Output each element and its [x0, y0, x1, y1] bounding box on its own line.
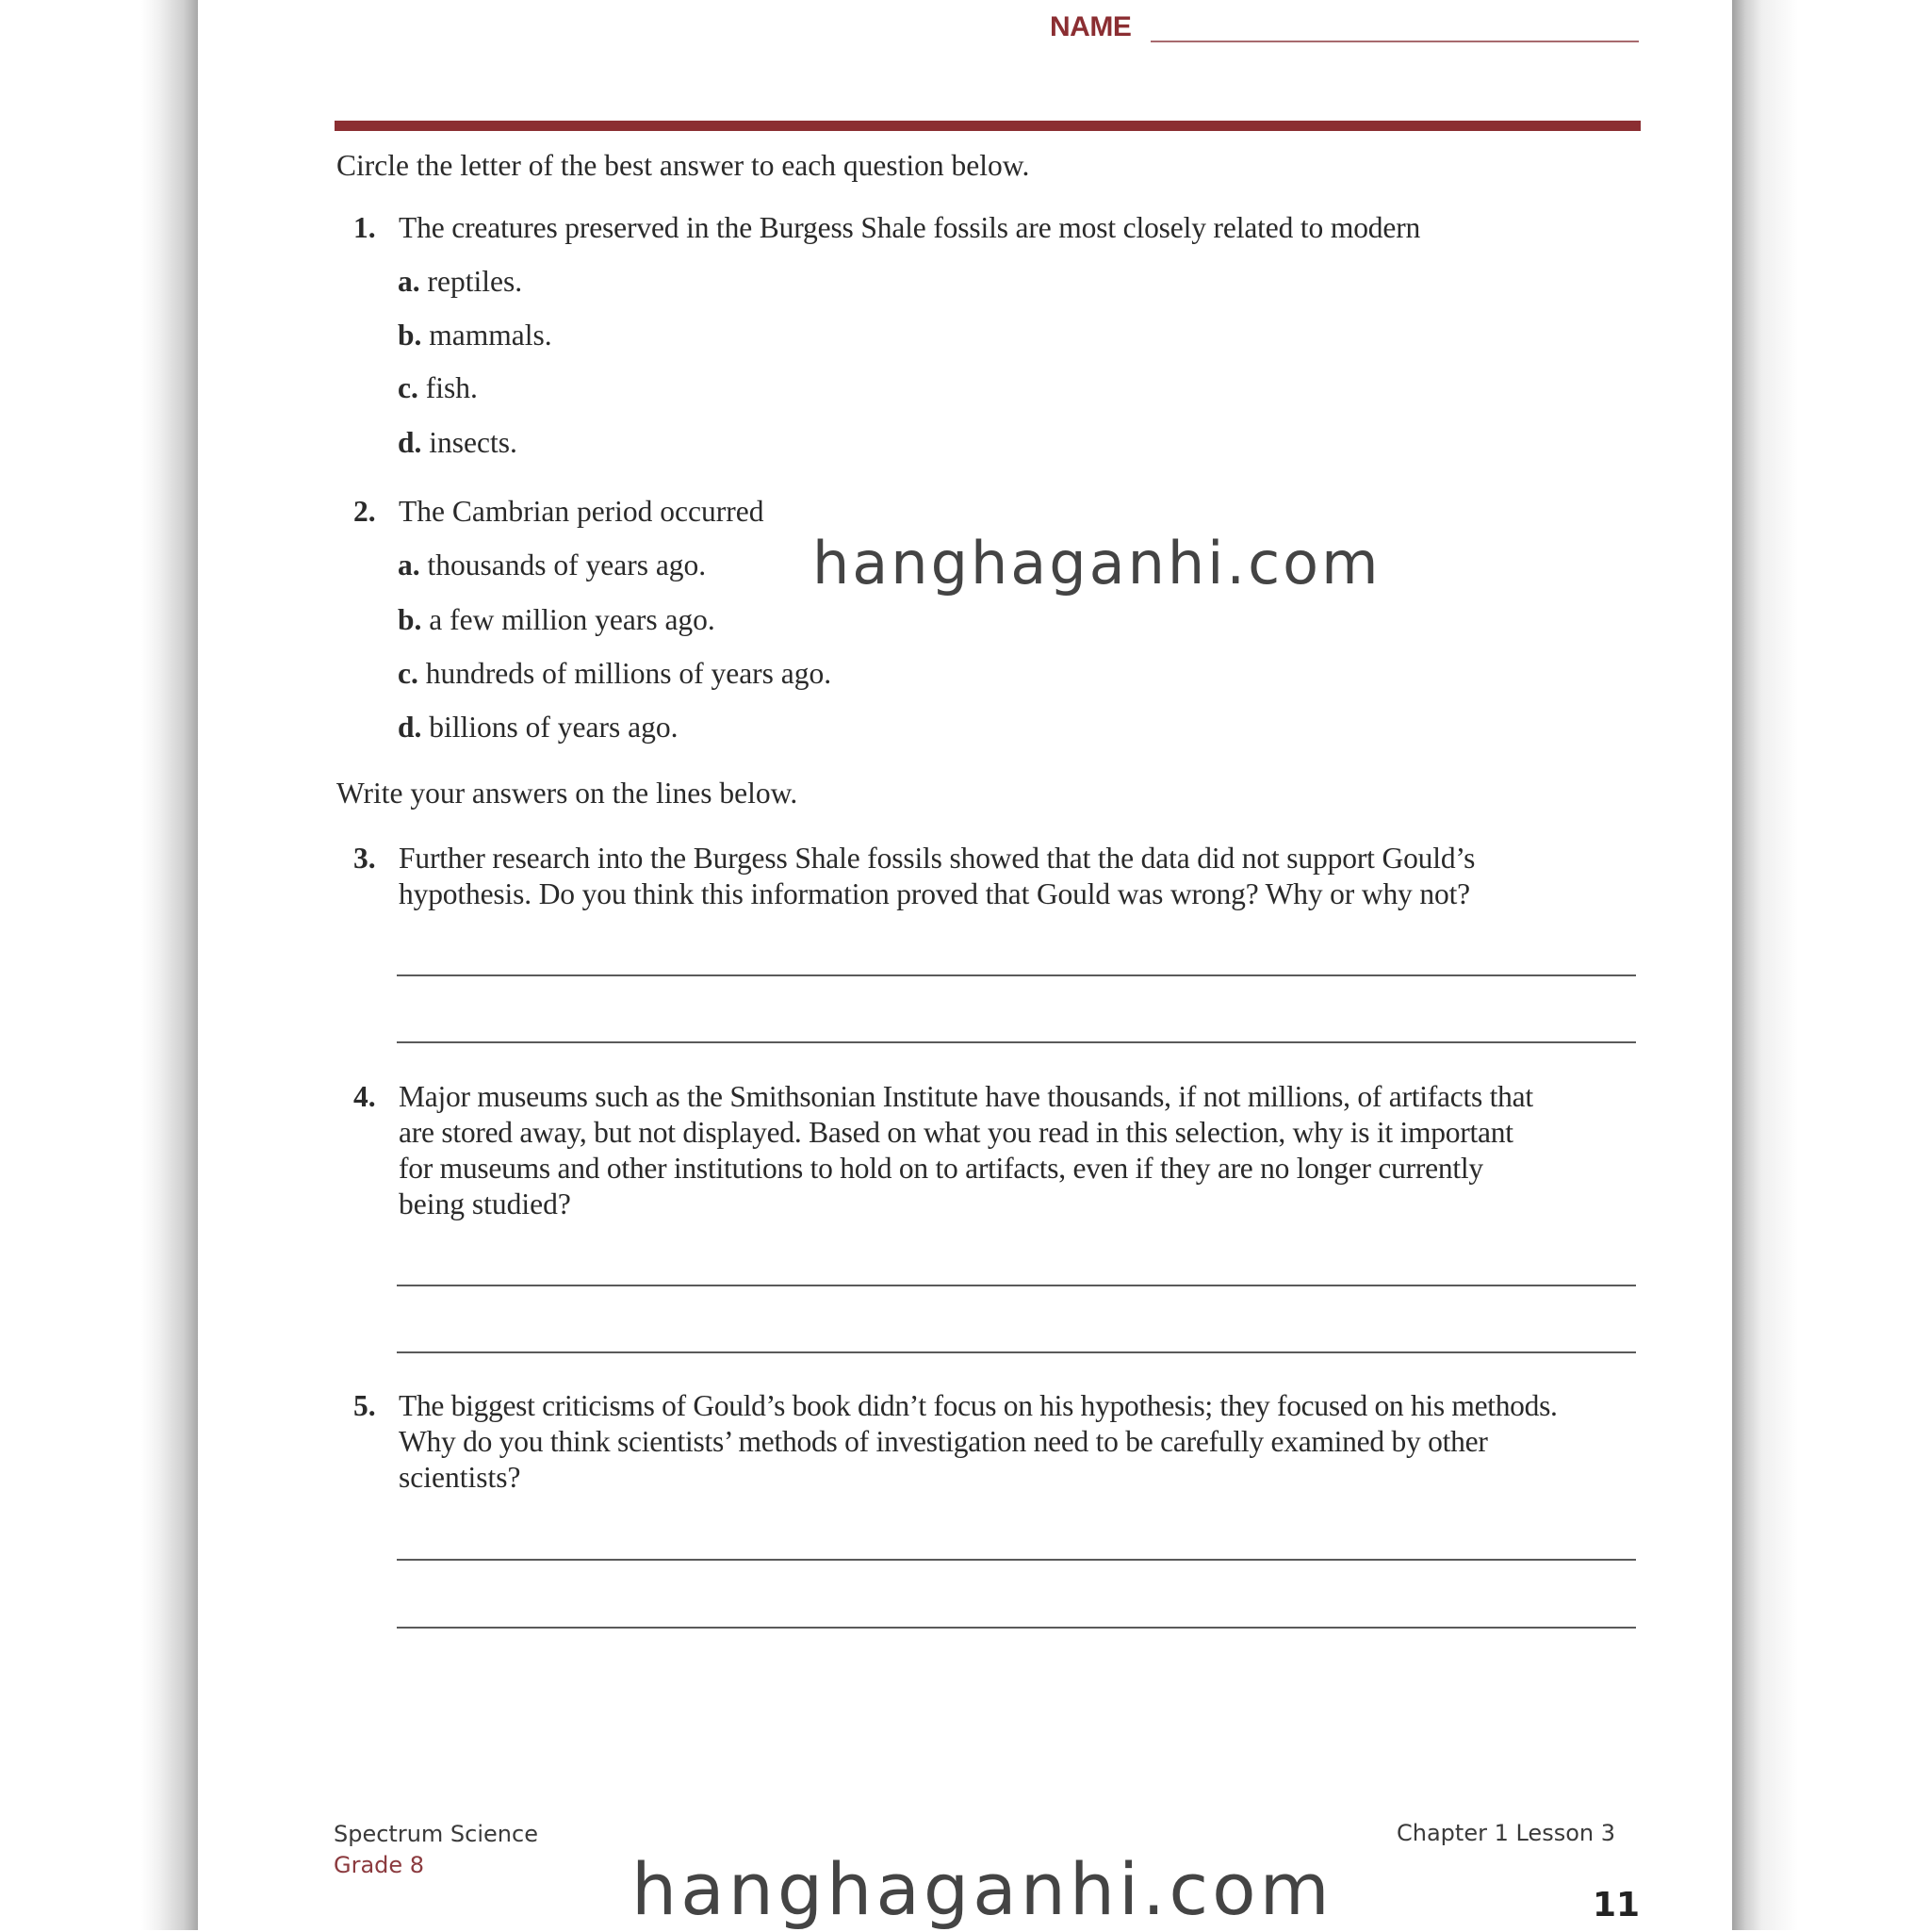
- page-shadow-right: [1732, 0, 1798, 1930]
- option-letter: b.: [398, 603, 422, 636]
- answer-line[interactable]: [397, 1041, 1636, 1043]
- question-text-line: are stored away, but not displayed. Based on what you read in this selection, why is it important: [399, 1116, 1513, 1149]
- question-text-line: Further research into the Burgess Shale fossils showed that the data did not support Gould’s: [399, 842, 1476, 875]
- option-text: thousands of years ago.: [427, 548, 707, 581]
- question-number: 4.: [353, 1080, 376, 1113]
- header-divider-bar: [335, 121, 1641, 131]
- answer-option-b[interactable]: [398, 602, 715, 638]
- question-text-line: being studied?: [399, 1187, 571, 1220]
- answer-option-c[interactable]: [398, 656, 831, 692]
- option-letter: a.: [398, 548, 420, 581]
- answer-option-a[interactable]: [398, 548, 706, 583]
- option-text: hundreds of millions of years ago.: [425, 657, 832, 690]
- instruction-written: Write your answers on the lines below.: [336, 777, 798, 810]
- answer-line[interactable]: [397, 1351, 1636, 1353]
- option-text: billions of years ago.: [429, 711, 679, 744]
- question-text: The creatures preserved in the Burgess Shale fossils are most closely related to modern: [399, 211, 1421, 244]
- answer-option-a[interactable]: [398, 264, 522, 300]
- question-number: 3.: [353, 842, 376, 875]
- question-text-line: scientists?: [399, 1461, 521, 1494]
- option-text: insects.: [429, 426, 517, 459]
- name-label: NAME: [1050, 11, 1132, 42]
- option-letter: d.: [398, 426, 422, 459]
- watermark-text: hanghaganhi.com: [631, 1847, 1333, 1931]
- answer-line[interactable]: [397, 974, 1636, 976]
- footer-grade: Grade 8: [334, 1852, 425, 1878]
- option-letter: d.: [398, 711, 422, 744]
- option-text: mammals.: [429, 319, 552, 352]
- option-letter: b.: [398, 319, 422, 352]
- instruction-multiple-choice: Circle the letter of the best answer to each question below.: [336, 149, 1030, 182]
- option-text: a few million years ago.: [429, 603, 715, 636]
- answer-line[interactable]: [397, 1559, 1636, 1561]
- footer-book-title: Spectrum Science: [334, 1821, 538, 1847]
- question-text-line: hypothesis. Do you think this information proved that Gould was wrong? Why or why not?: [399, 877, 1471, 910]
- option-letter: c.: [398, 657, 418, 690]
- question-number: 5.: [353, 1389, 376, 1422]
- answer-option-c[interactable]: [398, 370, 478, 406]
- option-letter: a.: [398, 265, 420, 298]
- answer-option-b[interactable]: [398, 318, 552, 353]
- option-text: fish.: [425, 371, 478, 404]
- name-field[interactable]: [1151, 41, 1639, 42]
- answer-option-d[interactable]: [398, 710, 678, 745]
- question-number: 2.: [353, 495, 376, 528]
- option-text: reptiles.: [427, 265, 523, 298]
- answer-option-d[interactable]: [398, 425, 517, 461]
- question-text-line: The biggest criticisms of Gould’s book didn’t focus on his hypothesis; they focused on his methods.: [399, 1389, 1558, 1422]
- question-text-line: Why do you think scientists’ methods of investigation need to be carefully examined by other: [399, 1425, 1488, 1458]
- question-number: 1.: [353, 211, 376, 244]
- option-letter: c.: [398, 371, 418, 404]
- page-number: 11: [1593, 1886, 1641, 1924]
- question-text: The Cambrian period occurred: [399, 495, 764, 528]
- page-shadow-left: [141, 0, 198, 1930]
- question-text-line: for museums and other institutions to hold on to artifacts, even if they are no longer currently: [399, 1152, 1483, 1185]
- answer-line[interactable]: [397, 1627, 1636, 1629]
- question-text-line: Major museums such as the Smithsonian Institute have thousands, if not millions, of artifacts that: [399, 1080, 1533, 1113]
- watermark-text: hanghaganhi.com: [812, 529, 1382, 598]
- footer-chapter-lesson: Chapter 1 Lesson 3: [1397, 1820, 1615, 1846]
- answer-line[interactable]: [397, 1285, 1636, 1286]
